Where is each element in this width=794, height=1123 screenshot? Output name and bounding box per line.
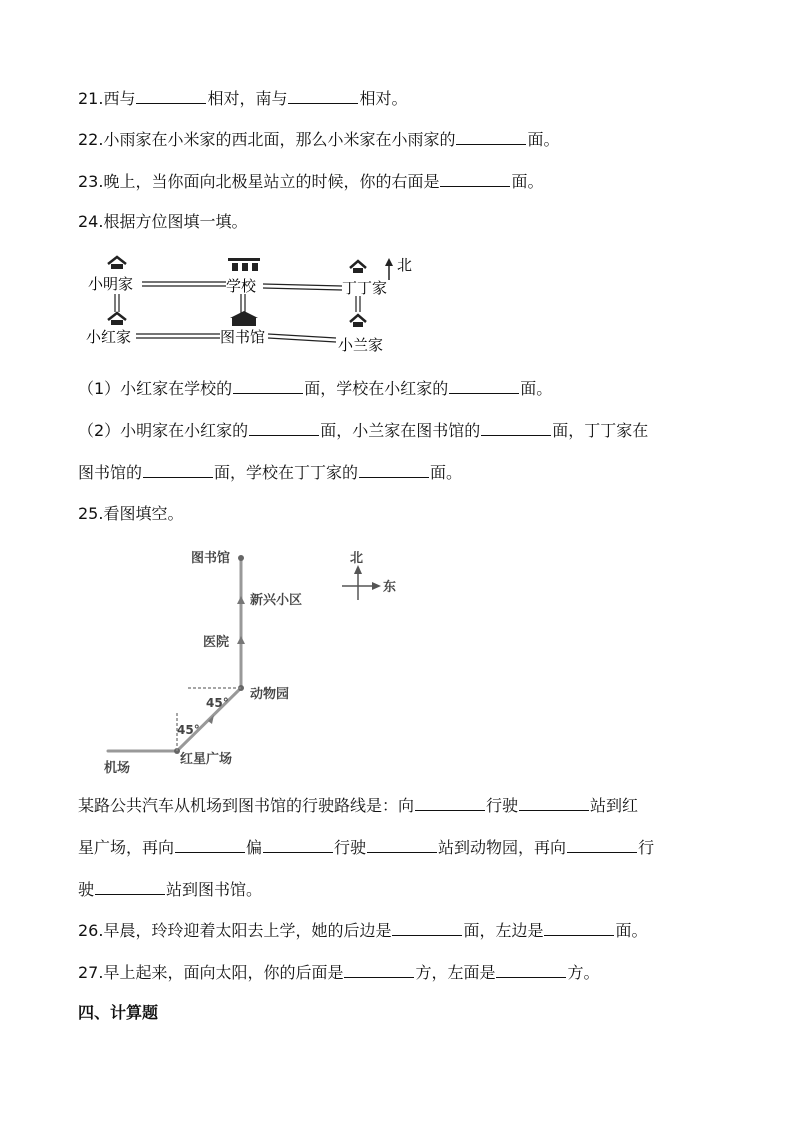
answer-blank[interactable] — [263, 837, 333, 853]
section-4-heading: 四、计算题 — [78, 1003, 159, 1022]
answer-blank[interactable] — [449, 378, 519, 394]
place-dingding-home: 丁丁家 — [342, 279, 388, 297]
compass-east-label: 东 — [383, 580, 397, 595]
answer-blank[interactable] — [496, 962, 566, 978]
house-icon — [350, 315, 366, 327]
q21-text-b: 相对，南与 — [207, 89, 288, 108]
question-22 — [78, 129, 559, 150]
q24-1-text-c: 面。 — [520, 379, 553, 398]
north-label: 北 — [397, 256, 413, 274]
answer-blank[interactable] — [175, 837, 245, 853]
q24-2-text-c: 面，丁丁家在 — [552, 421, 649, 440]
compass-icon — [342, 565, 381, 600]
bus-route-figure — [100, 540, 420, 780]
place-xinxing-community: 新兴小区 — [250, 593, 303, 608]
answer-blank[interactable] — [367, 837, 437, 853]
answer-blank[interactable] — [567, 837, 637, 853]
place-library: 图书馆 — [191, 551, 231, 566]
answer-blank[interactable] — [392, 920, 462, 936]
q24-2b-text-b: 面，学校在丁丁家的 — [214, 463, 359, 482]
q27-text-c: 方。 — [567, 963, 600, 982]
bus-route-svg — [100, 540, 420, 780]
answer-blank[interactable] — [136, 88, 206, 104]
place-hongxing-square: 红星广场 — [180, 752, 233, 767]
question-24-part-2 — [78, 420, 648, 441]
compass-north-label: 北 — [350, 551, 364, 566]
q25-l1-text-c: 站到红 — [590, 796, 639, 815]
answer-blank[interactable] — [440, 171, 510, 187]
answer-blank[interactable] — [233, 378, 303, 394]
place-xiaolan-home: 小兰家 — [338, 336, 384, 354]
question-27 — [78, 962, 599, 983]
question-24-part-1 — [78, 378, 552, 399]
answer-blank[interactable] — [519, 795, 589, 811]
answer-blank[interactable] — [544, 920, 614, 936]
q24-2b-text-a: 图书馆的 — [78, 463, 143, 482]
q25-l2-text-b: 偏 — [246, 838, 263, 857]
q23-text-a: 23.晚上，当你面向北极星站立的时候，你的右面是 — [78, 172, 440, 191]
place-zoo: 动物园 — [250, 687, 290, 702]
q26-text-a: 26.早晨，玲玲迎着太阳去上学，她的后边是 — [78, 921, 392, 940]
library-icon — [230, 311, 258, 326]
q21-text-a: 21.西与 — [78, 89, 136, 108]
q25-l3-text-a: 驶 — [78, 880, 95, 899]
house-icon — [108, 313, 126, 325]
answer-blank[interactable] — [359, 462, 429, 478]
place-xiaoming-home: 小明家 — [88, 275, 134, 293]
house-icon — [108, 257, 126, 269]
q24-2-text-a: （2）小明家在小红家的 — [78, 421, 249, 440]
q25-l3-text-b: 站到图书馆。 — [166, 880, 263, 899]
direction-map-figure — [80, 250, 420, 360]
question-21 — [78, 88, 407, 109]
answer-blank[interactable] — [344, 962, 414, 978]
question-26 — [78, 920, 647, 941]
q25-l2-text-e: 行 — [638, 838, 655, 857]
answer-blank[interactable] — [95, 879, 165, 895]
q25-l2-text-d: 站到动物园，再向 — [438, 838, 567, 857]
q22-text-b: 面。 — [527, 130, 560, 149]
place-school: 学校 — [226, 277, 257, 295]
question-25-title: 25.看图填空。 — [78, 504, 184, 523]
q21-text-c: 相对。 — [359, 89, 408, 108]
question-25-line-3 — [78, 879, 262, 900]
direction-map-svg — [80, 250, 420, 360]
q24-1-text-a: （1）小红家在学校的 — [78, 379, 233, 398]
house-icon — [350, 261, 366, 273]
angle-label: 45° — [206, 696, 229, 710]
question-23 — [78, 171, 543, 192]
angle-label: 45° — [177, 723, 200, 737]
bus-route-line — [108, 558, 241, 751]
answer-blank[interactable] — [415, 795, 485, 811]
place-hospital: 医院 — [203, 635, 230, 650]
q24-2b-text-c: 面。 — [430, 463, 463, 482]
q24-1-text-b: 面，学校在小红家的 — [304, 379, 449, 398]
q23-text-b: 面。 — [511, 172, 544, 191]
q22-text-a: 22.小雨家在小米家的西北面，那么小米家在小雨家的 — [78, 130, 456, 149]
place-library: 图书馆 — [220, 328, 266, 346]
place-airport: 机场 — [104, 761, 131, 776]
q24-2-text-b: 面，小兰家在图书馆的 — [320, 421, 481, 440]
question-25-line-1 — [78, 795, 638, 816]
answer-blank[interactable] — [249, 420, 319, 436]
answer-blank[interactable] — [143, 462, 213, 478]
q25-l2-text-a: 星广场，再向 — [78, 838, 175, 857]
q25-l1-text-b: 行驶 — [486, 796, 519, 815]
question-25-line-2 — [78, 837, 654, 858]
q27-text-a: 27.早上起来，面向太阳，你的后面是 — [78, 963, 344, 982]
north-arrow-icon — [385, 258, 393, 280]
answer-blank[interactable] — [288, 88, 358, 104]
answer-blank[interactable] — [456, 129, 526, 145]
question-24-part-2-cont — [78, 462, 462, 483]
q27-text-b: 方，左面是 — [415, 963, 496, 982]
answer-blank[interactable] — [481, 420, 551, 436]
q25-l2-text-c: 行驶 — [334, 838, 367, 857]
q26-text-b: 面，左边是 — [463, 921, 544, 940]
school-icon — [228, 258, 260, 271]
question-24-title: 24.根据方位图填一填。 — [78, 212, 248, 231]
place-xiaohong-home: 小红家 — [86, 328, 132, 346]
q26-text-c: 面。 — [615, 921, 648, 940]
q25-l1-text-a: 某路公共汽车从机场到图书馆的行驶路线是：向 — [78, 796, 415, 815]
